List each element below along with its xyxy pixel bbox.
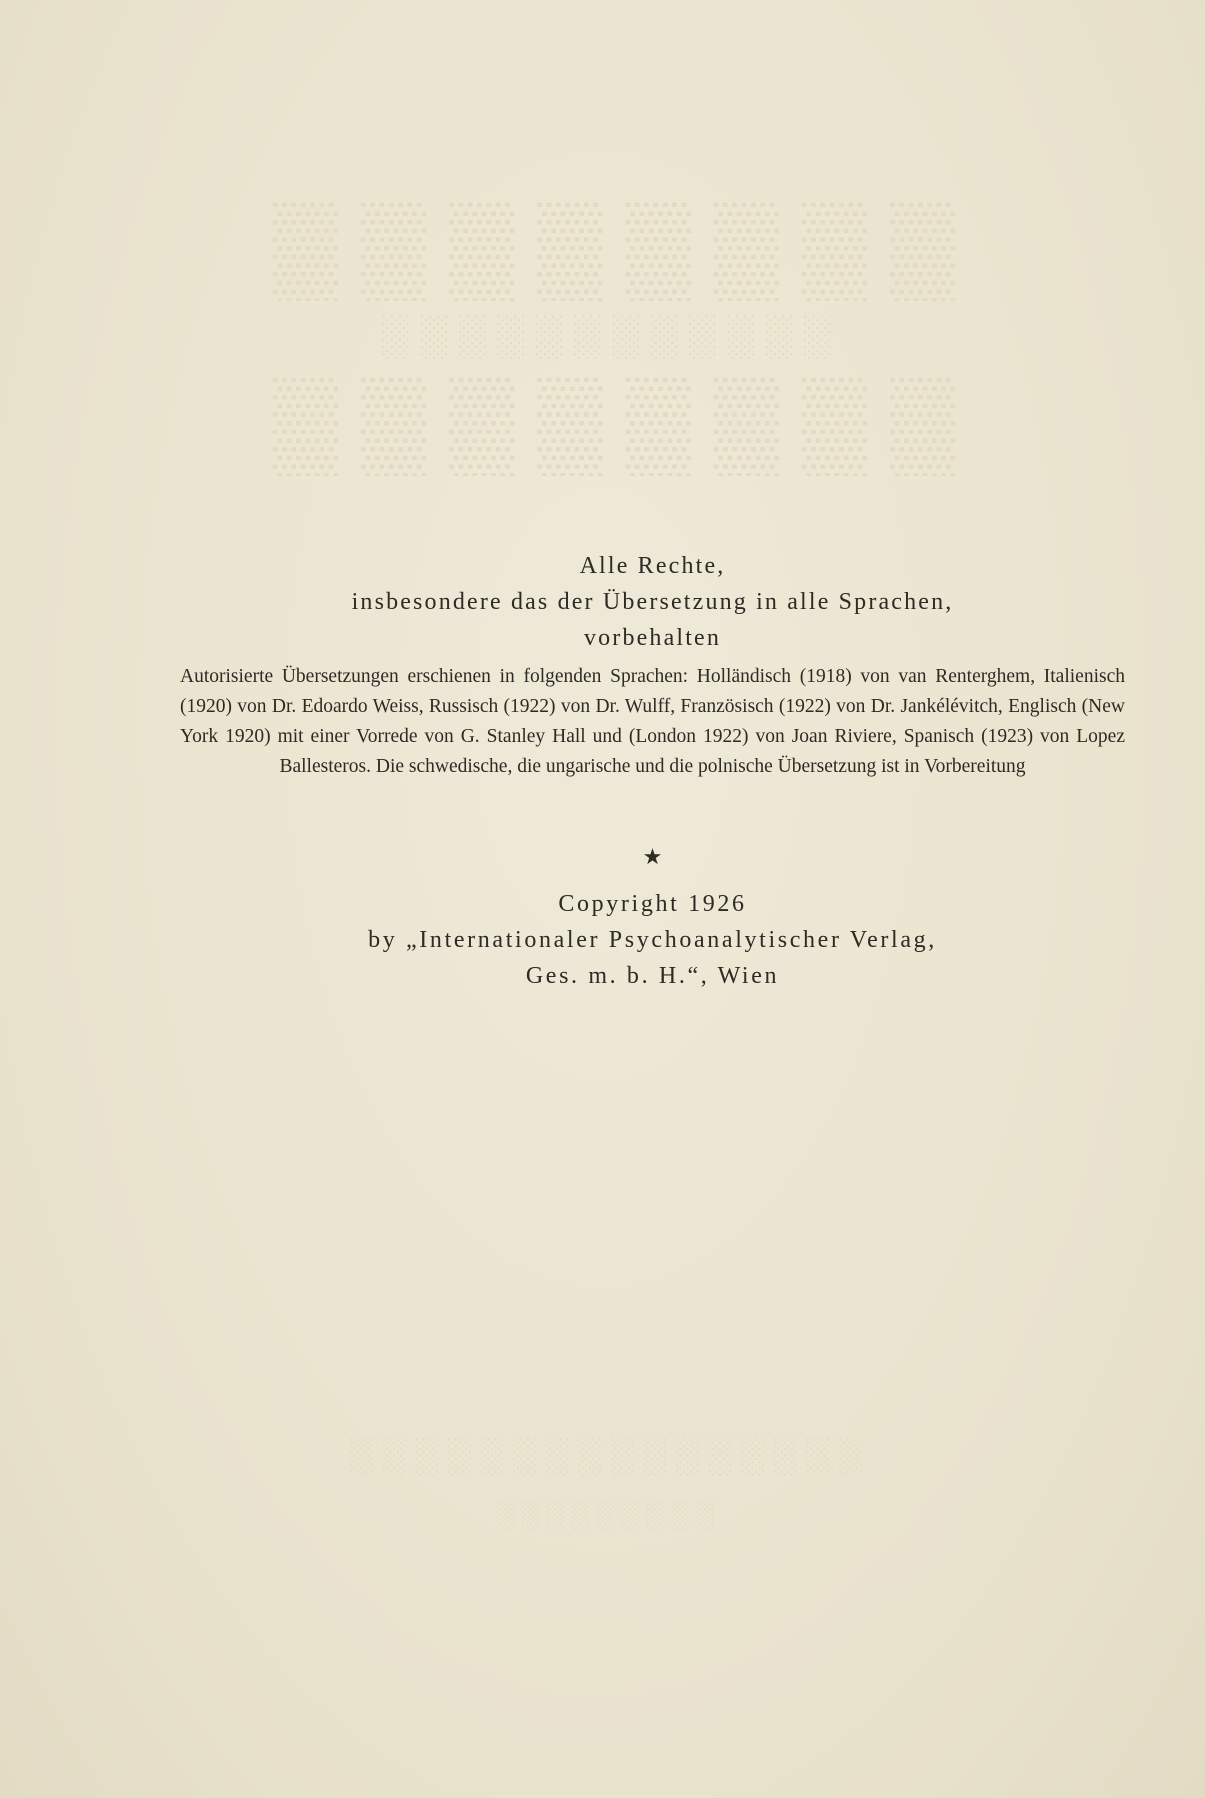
copyright-line-2: by „Internationaler Psychoanalytischer Verlag,	[368, 927, 937, 953]
show-through-decoration: ▒▒▒▒▒▒▒▒	[249, 372, 956, 474]
star-separator: ★	[642, 844, 663, 869]
show-through-decoration: ░░░░░░░░░░░░	[372, 313, 833, 358]
copyright-line-1: Copyright 1926	[558, 891, 747, 917]
translations-paragraph: Autorisierte Übersetzungen erschienen in folgenden Sprachen: Holländisch (1918) von van Renterghem, Italienisch (1920) von Dr. Edoardo Weiss, Russisch (1922) von Dr. Wulff, Französisch (1922) von Dr. Jankélévitch, Englisch (New York 1920) mit einer Vorrede von G. Stanley Hall und (London 1922) von Joan Riviere, Spanisch (1923) von Lopez Ballesteros. Die schwedische, die ungarische und die polnische Übersetzung ist in Vorbereitung	[180, 666, 1125, 777]
show-through-decoration: ░░░░░░░░░░░░░░░░	[341, 1438, 864, 1475]
show-through-decoration: ▒▒▒▒▒▒▒▒	[249, 197, 956, 299]
rights-line-1: Alle Rechte,	[579, 553, 726, 579]
rights-line-3: vorbehalten	[583, 625, 722, 651]
show-through-decoration: ░░░░░░░░░	[490, 1500, 715, 1529]
translations-notice	[180, 662, 1125, 782]
rights-notice	[180, 548, 1125, 656]
copyright-line-3: Ges. m. b. H.“, Wien	[525, 963, 780, 989]
copyright-notice	[180, 886, 1125, 994]
rights-line-2: insbesondere das der Übersetzung in alle Sprachen,	[351, 589, 954, 615]
